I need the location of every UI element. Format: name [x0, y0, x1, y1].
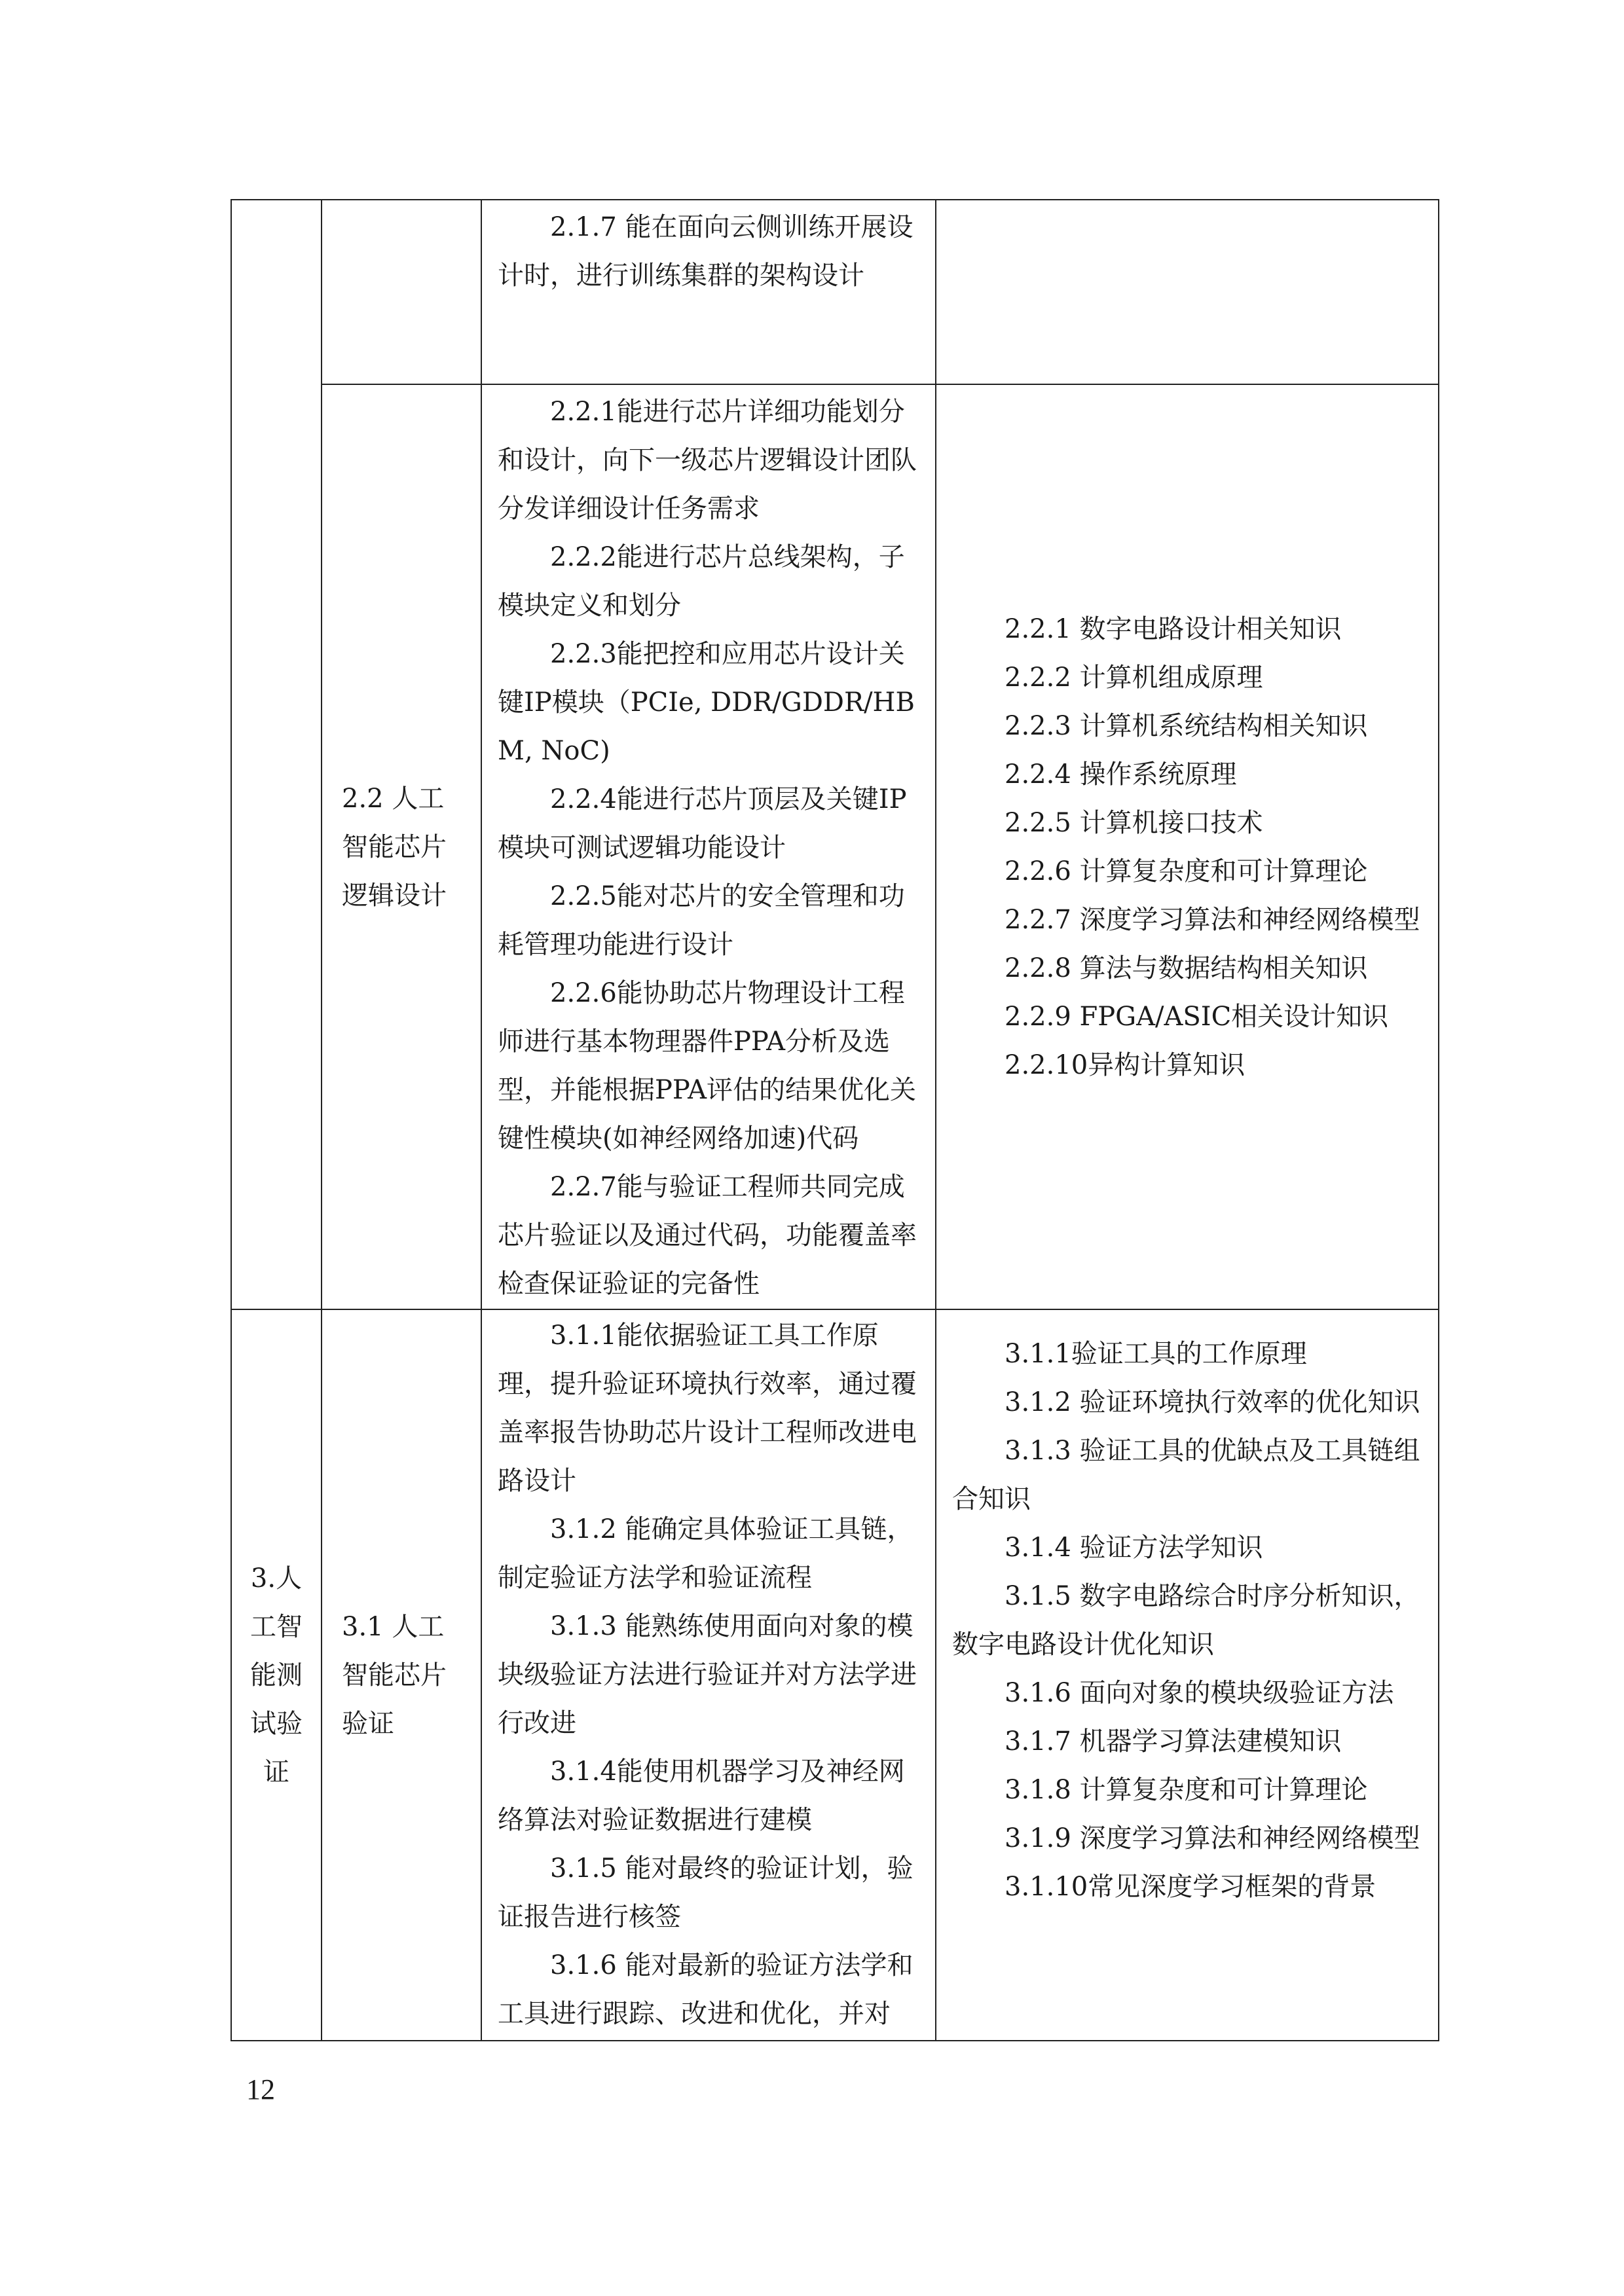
ability-item: 3.1.2 能确定具体验证工具链，制定验证方法学和验证流程 — [498, 1514, 913, 1593]
knowledge-item: 2.2.8 算法与数据结构相关知识 — [1005, 953, 1368, 983]
knowledge-item: 2.2.3 计算机系统结构相关知识 — [1005, 710, 1368, 741]
ability-item: 2.2.1能进行芯片详细功能划分和设计，向下一级芯片逻辑设计团队分发详细设计任务需求 — [498, 397, 917, 524]
page-number: 12 — [246, 2073, 275, 2105]
knowledge-item: 3.1.8 计算复杂度和可计算理论 — [1005, 1775, 1368, 1805]
area-label: 3.人工智能测试验证 — [250, 1563, 303, 1787]
knowledge-item: 2.2.1 数字电路设计相关知识 — [1005, 613, 1342, 644]
ability-item: 2.2.7能与验证工程师共同完成芯片验证以及通过代码，功能覆盖率检查保证验证的完备性 — [498, 1172, 917, 1299]
knowledge-item: 2.2.6 计算复杂度和可计算理论 — [1005, 856, 1368, 886]
knowledge-item: 2.2.9 FPGA/ASIC相关设计知识 — [1005, 1001, 1389, 1032]
knowledge-item: 3.1.4 验证方法学知识 — [1005, 1533, 1263, 1563]
knowledge-item: 2.2.2 计算机组成原理 — [1005, 662, 1263, 693]
competency-table — [231, 199, 1439, 2041]
knowledge-item: 3.1.10常见深度学习框架的背景 — [1005, 1872, 1376, 1902]
knowledge-item: 3.1.7 机器学习算法建模知识 — [1005, 1726, 1342, 1757]
table-row — [231, 384, 1439, 1309]
knowledge-item: 3.1.6 面向对象的模块级验证方法 — [1005, 1678, 1394, 1708]
ability-cell — [481, 384, 936, 1309]
knowledge-item: 3.1.3 验证工具的优缺点及工具链组合知识 — [952, 1436, 1420, 1514]
knowledge-item: 2.2.10异构计算知识 — [1005, 1049, 1246, 1080]
module-cell — [322, 384, 481, 1309]
knowledge-item: 3.1.1验证工具的工作原理 — [1005, 1339, 1307, 1369]
knowledge-cell — [936, 200, 1439, 384]
ability-item: 2.2.5能对芯片的安全管理和功耗管理功能进行设计 — [498, 881, 905, 960]
module-cell-continued — [322, 200, 481, 384]
knowledge-cell — [936, 384, 1439, 1309]
ability-item: 3.1.1能依据验证工具工作原理，提升验证环境执行效率，通过覆盖率报告协助芯片设计工程师改进电路设计 — [498, 1321, 917, 1496]
ability-item: 2.2.3能把控和应用芯片设计关键IP模块（PCIe, DDR/GDDR/HBM, NoC) — [498, 639, 915, 766]
ability-item: 2.2.4能进行芯片顶层及关键IP模块可测试逻辑功能设计 — [498, 784, 907, 863]
ability-cell — [481, 200, 936, 384]
ability-item: 3.1.6 能对最新的验证方法学和工具进行跟踪、改进和优化，并对 — [498, 1950, 913, 2029]
knowledge-item: 3.1.5 数字电路综合时序分析知识，数字电路设计优化知识 — [952, 1581, 1420, 1660]
knowledge-item: 2.2.5 计算机接口技术 — [1005, 807, 1263, 838]
area-cell — [231, 1309, 322, 2041]
ability-item: 3.1.5 能对最终的验证计划，验证报告进行核签 — [498, 1853, 913, 1932]
ability-cell — [481, 1309, 936, 2041]
module-label: 2.2 人工智能芯片逻辑设计 — [342, 783, 447, 911]
ability-item: 2.1.7 能在面向云侧训练开展设计时，进行训练集群的架构设计 — [498, 212, 913, 291]
ability-item: 3.1.4能使用机器学习及神经网络算法对验证数据进行建模 — [498, 1757, 905, 1835]
table-row — [231, 1309, 1439, 2041]
knowledge-item: 3.1.2 验证环境执行效率的优化知识 — [1005, 1387, 1420, 1417]
area-cell-continued — [231, 200, 322, 1309]
ability-item: 3.1.3 能熟练使用面向对象的模块级验证方法进行验证并对方法学进行改进 — [498, 1611, 917, 1738]
ability-item: 2.2.6能协助芯片物理设计工程师进行基本物理器件PPA分析及选型，并能根据PPA评估的结果优化关键性模块(如神经网络加速)代码 — [498, 978, 917, 1154]
module-label: 3.1 人工智能芯片验证 — [342, 1611, 447, 1739]
ability-item: 2.2.2能进行芯片总线架构，子模块定义和划分 — [498, 542, 905, 621]
knowledge-item: 2.2.7 深度学习算法和神经网络模型 — [1005, 904, 1420, 935]
knowledge-item: 2.2.4 操作系统原理 — [1005, 759, 1237, 790]
knowledge-item: 3.1.9 深度学习算法和神经网络模型 — [1005, 1823, 1420, 1853]
table-row — [231, 200, 1439, 384]
module-cell — [322, 1309, 481, 2041]
knowledge-cell — [936, 1309, 1439, 2041]
